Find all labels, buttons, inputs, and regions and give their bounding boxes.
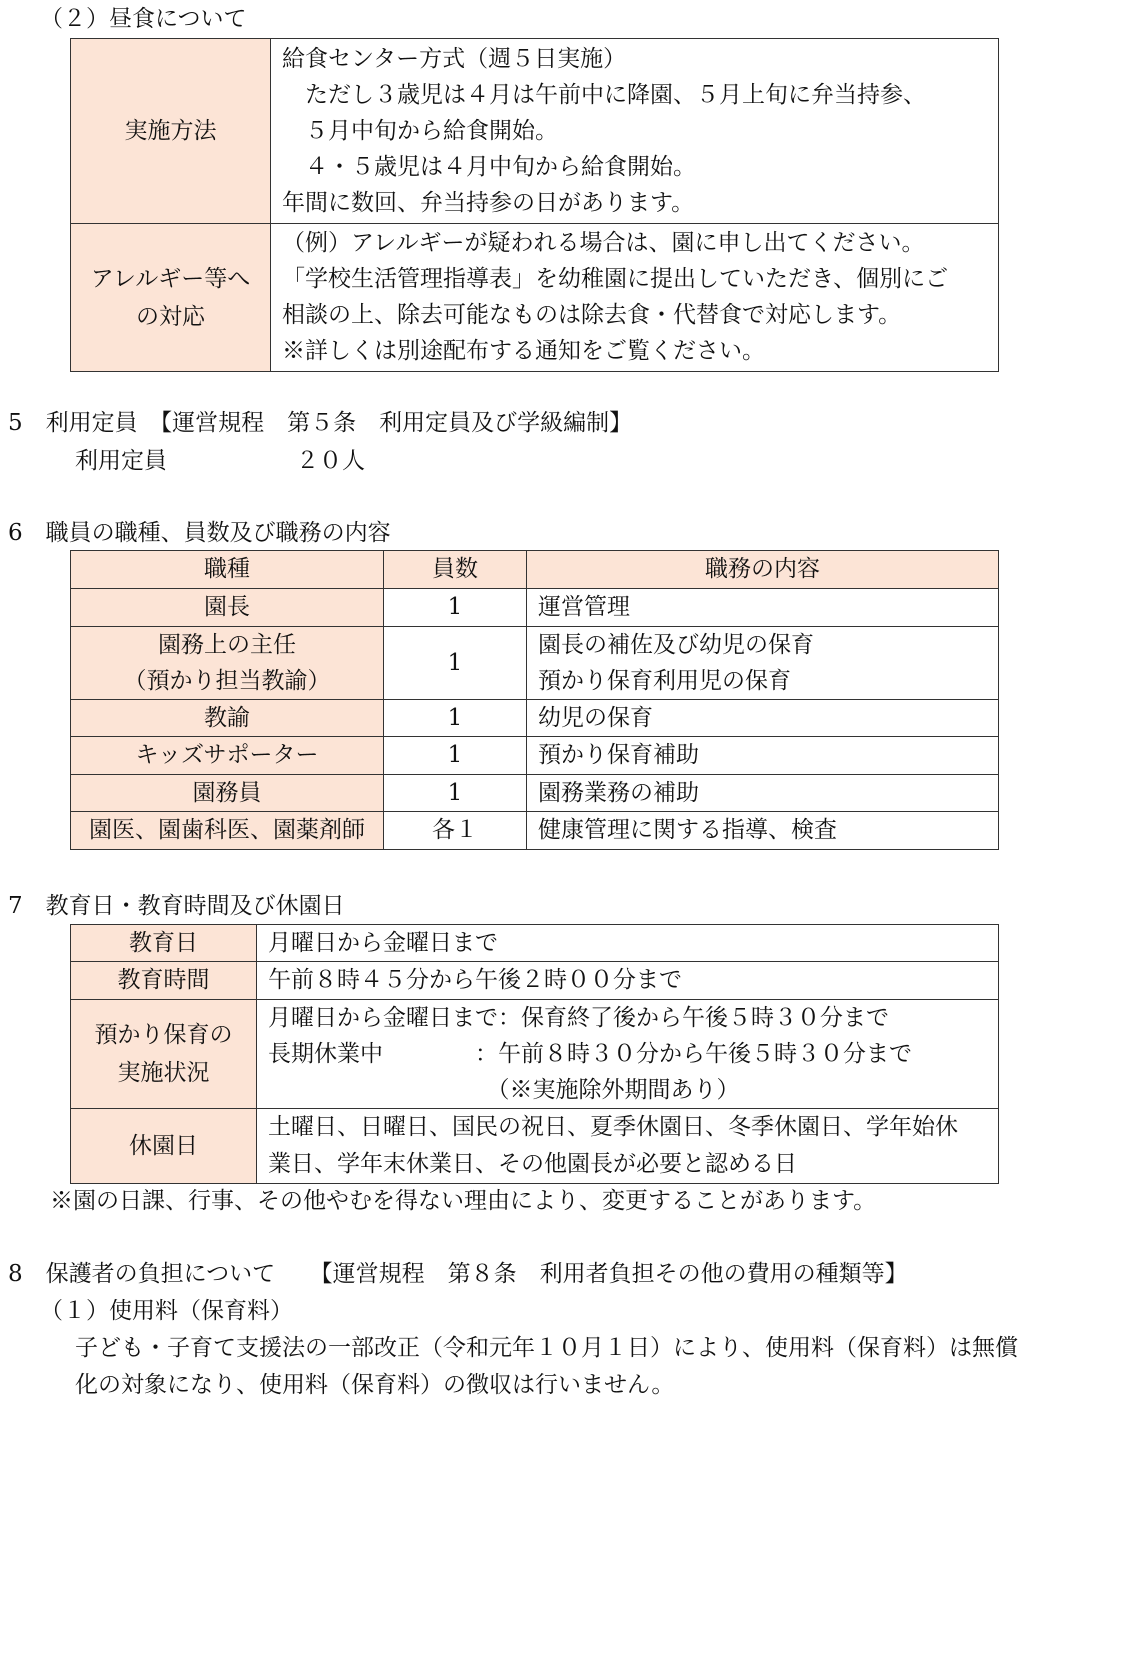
staff-type: 園務員	[71, 775, 384, 812]
table-row	[71, 224, 999, 372]
section8-body-line: 化の対象になり、使用料（保育料）の徴収は行いません。	[75, 1372, 675, 1398]
method-content-cell	[271, 39, 999, 224]
schedule-value: 長期休業中 ：午前８時３０分から午後５時３０分まで	[268, 1041, 912, 1067]
staff-duty: 預かり保育利用児の保育	[538, 668, 791, 694]
section7-heading: 7 教育日・教育時間及び休園日	[8, 893, 345, 919]
table-row	[71, 775, 999, 812]
staff-count: 各１	[384, 812, 527, 850]
table-row	[71, 627, 999, 700]
lunch-heading: （２）昼食について	[40, 6, 247, 32]
text-line: ただし３歳児は４月は午前中に降園、５月上旬に弁当持参、	[282, 82, 926, 108]
section6-heading: 6 職員の職種、員数及び職務の内容	[8, 520, 391, 546]
staff-duty: 預かり保育補助	[527, 737, 999, 775]
allergy-label: の対応	[136, 303, 205, 330]
table-row	[71, 812, 999, 850]
text-line: 相談の上、除去可能なものは除去食・代替食で対応します。	[282, 302, 902, 328]
schedule-label: 預かり保育の	[94, 1022, 233, 1048]
schedule-value: 午前８時４５分から午後２時００分まで	[257, 962, 999, 1000]
table-row	[71, 700, 999, 737]
text-line: 給食センター方式（週５日実施）	[282, 46, 627, 72]
header-cell: 員数	[384, 551, 527, 589]
staff-duty: 幼児の保育	[527, 700, 999, 737]
staff-duty: 園長の補佐及び幼児の保育	[538, 632, 814, 658]
section8-subheading: （１）使用料（保育料）	[40, 1298, 293, 1324]
lunch-table	[70, 38, 999, 372]
staff-type: （預かり担当教諭）	[123, 668, 331, 694]
table-row	[71, 1000, 999, 1109]
staff-count: 1	[384, 589, 527, 627]
schedule-label: 実施状況	[117, 1060, 210, 1086]
staff-duty: 運営管理	[527, 589, 999, 627]
schedule-label: 教育時間	[71, 962, 257, 1000]
allergy-label-cell	[71, 224, 271, 372]
schedule-table	[70, 924, 999, 1184]
schedule-label-cell	[71, 1000, 257, 1109]
schedule-value: 月曜日から金曜日まで：保育終了後から午後５時３０分まで	[268, 1005, 889, 1031]
table-row	[71, 1109, 999, 1184]
staff-table	[70, 550, 999, 850]
header-cell: 職種	[71, 551, 384, 589]
allergy-content-cell	[271, 224, 999, 372]
staff-type: 園長	[71, 589, 384, 627]
staff-count: 1	[384, 775, 527, 812]
staff-type: 園医、園歯科医、園薬剤師	[71, 812, 384, 850]
text-line: ５月中旬から給食開始。	[282, 118, 558, 144]
schedule-label: 休園日	[71, 1109, 257, 1184]
schedule-value-cell	[257, 1109, 999, 1184]
staff-duty-cell	[527, 627, 999, 700]
section5-heading: 5 利用定員 【運営規程 第５条 利用定員及び学級編制】	[8, 410, 633, 436]
table-header-row	[71, 551, 999, 589]
schedule-value-cell	[257, 1000, 999, 1109]
section8-heading: 8 保護者の負担について 【運営規程 第８条 利用者負担その他の費用の種類等】	[8, 1261, 908, 1287]
section8-body-line: 子ども・子育て支援法の一部改正（令和元年１０月１日）により、使用料（保育料）は無償	[75, 1335, 1018, 1361]
staff-count: 1	[384, 627, 527, 700]
text-line: ４・５歳児は４月中旬から給食開始。	[282, 154, 696, 180]
staff-duty: 健康管理に関する指導、検査	[527, 812, 999, 850]
capacity-value: ２０人	[296, 448, 365, 474]
table-row	[71, 39, 999, 224]
table-row	[71, 925, 999, 962]
table-row	[71, 589, 999, 627]
staff-type-cell	[71, 627, 384, 700]
allergy-label: アレルギー等へ	[90, 265, 251, 292]
text-line: 年間に数回、弁当持参の日があります。	[282, 190, 695, 216]
header-cell: 職務の内容	[527, 551, 999, 589]
staff-duty: 園務業務の補助	[527, 775, 999, 812]
staff-type: 園務上の主任	[158, 632, 296, 658]
capacity-label: 利用定員	[75, 448, 167, 474]
staff-count: 1	[384, 737, 527, 775]
table-row	[71, 737, 999, 775]
schedule-value: 土曜日、日曜日、国民の祝日、夏季休園日、冬季休園日、学年始休	[268, 1114, 958, 1140]
schedule-note: ※園の日課、行事、その他やむを得ない理由により、変更することがあります。	[50, 1188, 877, 1214]
schedule-value: 月曜日から金曜日まで	[257, 925, 999, 962]
schedule-value: （※実施除外期間あり）	[268, 1077, 740, 1103]
staff-type: キッズサポーター	[71, 737, 384, 775]
text-line: 「学校生活管理指導表」を幼稚園に提出していただき、個別にご	[282, 266, 949, 292]
staff-type: 教諭	[71, 700, 384, 737]
schedule-label: 教育日	[71, 925, 257, 962]
staff-count: 1	[384, 700, 527, 737]
text-line: （例）アレルギーが疑われる場合は、園に申し出てください。	[282, 230, 925, 256]
method-label-cell	[71, 39, 271, 224]
table-row	[71, 962, 999, 1000]
schedule-value: 業日、学年末休業日、その他園長が必要と認める日	[268, 1151, 797, 1177]
method-label: 実施方法	[124, 118, 217, 144]
text-line: ※詳しくは別途配布する通知をご覧ください。	[282, 338, 765, 364]
